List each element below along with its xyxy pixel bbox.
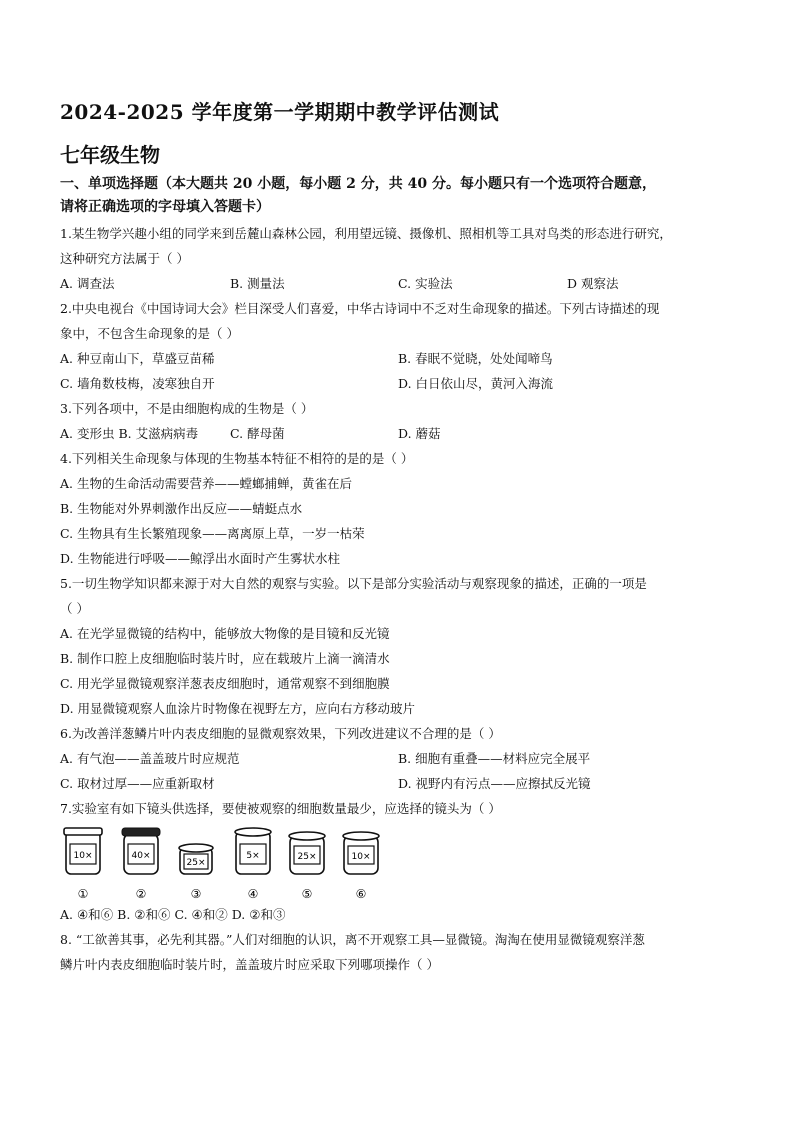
q2-option-a: A. 种豆南山下，草盛豆苗稀 [60, 351, 215, 366]
page-subtitle: 七年级生物 [60, 143, 160, 167]
lens-5-number: ⑤ [301, 887, 313, 901]
section-heading-line2: 请将正确选项的字母填入答题卡） [60, 199, 270, 215]
q6-stem-line1: 6.为改善洋葱鳞片叶内表皮细胞的显微观察效果，下列改进建议不合理的是（ ） [60, 726, 501, 741]
q1-option-b: B. 测量法 [230, 276, 285, 291]
q7-options: A. ④和⑥ B. ②和⑥ C. ④和② D. ②和③ [60, 907, 286, 922]
q4-option-c: C. 生物具有生长繁殖现象——离离原上草，一岁一枯荣 [60, 526, 365, 541]
q1-option-a: A. 调查法 [60, 276, 115, 291]
q7-stem-line1: 7.实验室有如下镜头供选择，要使被观察的细胞数量最少，应选择的镜头为（ ） [60, 801, 501, 816]
lens-6 [343, 832, 379, 901]
q5-option-c: C. 用光学显微镜观察洋葱表皮细胞时，通常观察不到细胞膜 [60, 676, 390, 691]
q2-stem-line2: 象中，不包含生命现象的是（ ） [60, 326, 239, 341]
q4-stem-line1: 4.下列相关生命现象与体现的生物基本特征不相符的是的是（ ） [60, 451, 414, 466]
section-heading-line1: 一、单项选择题（本大题共 20 小题，每小题 2 分，共 40 分。每小题只有一个选项符合题意， [60, 176, 656, 192]
q5-stem-line1: 5.一切生物学知识都来源于对大自然的观察与实验。以下是部分实验活动与观察现象的描述，正确的一项是 [60, 576, 647, 591]
q2-stem-line1: 2.中央电视台《中国诗词大会》栏目深受人们喜爱，中华古诗词中不乏对生命现象的描述。下列古诗描述的现 [60, 301, 660, 316]
lens-5 [289, 832, 325, 901]
q1-stem-line2: 这种研究方法属于（ ） [60, 251, 189, 266]
lens-6-mag: 10× [351, 852, 371, 862]
q6-option-d: D. 视野内有污点——应擦拭反光镜 [398, 776, 591, 791]
q4-option-d: D. 生物能进行呼吸——鲸浮出水面时产生雾状水柱 [60, 551, 341, 566]
q5-stem-line2: （ ） [60, 601, 89, 616]
q5-option-a: A. 在光学显微镜的结构中，能够放大物像的是目镜和反光镜 [60, 626, 390, 641]
lens-2-number: ② [135, 887, 147, 901]
q3-option-c: C. 酵母菌 [230, 426, 285, 441]
q6-option-a: A. 有气泡——盖盖玻片时应规范 [60, 751, 240, 766]
page-title: 2024-2025 学年度第一学期期中教学评估测试 [60, 100, 500, 124]
lens-3-number: ③ [190, 887, 202, 901]
q6-option-c: C. 取材过厚——应重新取材 [60, 776, 215, 791]
q8-stem-line2: 鳞片叶内表皮细胞临时装片时，盖盖玻片时应采取下列哪项操作（ ） [60, 957, 439, 972]
lens-6-number: ⑥ [355, 887, 367, 901]
lens-4-number: ④ [247, 887, 259, 901]
q5-option-d: D. 用显微镜观察人血涂片时物像在视野左方，应向右方移动玻片 [60, 701, 416, 716]
q8-stem-line1: 8. “工欲善其事，必先利其器。”人们对细胞的认识，离不开观察工具—显微镜。淘淘在使用显微镜观察洋葱 [60, 932, 645, 947]
q2-option-b: B. 春眠不觉晓，处处闻啼鸟 [398, 351, 553, 366]
lens-4-mag: 5× [246, 851, 260, 861]
q1-option-c: C. 实验法 [398, 276, 453, 291]
lens-2-mag: 40× [131, 851, 151, 861]
q6-option-b: B. 细胞有重叠——材料应完全展平 [398, 751, 591, 766]
lens-5-mag: 25× [297, 852, 317, 862]
lens-3 [179, 844, 213, 901]
lens-1-number: ① [77, 887, 89, 901]
lens-3-mag: 25× [186, 858, 206, 868]
q4-option-a: A. 生物的生命活动需要营养——螳螂捕蝉，黄雀在后 [60, 476, 352, 491]
q3-stem-line1: 3.下列各项中，不是由细胞构成的生物是（ ） [60, 401, 314, 416]
lens-2 [122, 828, 160, 901]
q2-option-d: D. 白日依山尽，黄河入海流 [398, 376, 554, 391]
q3-option-ab: A. 变形虫 B. 艾滋病病毒 [60, 426, 199, 441]
q5-option-b: B. 制作口腔上皮细胞临时装片时，应在载玻片上滴一滴清水 [60, 651, 390, 666]
q1-option-d: D 观察法 [567, 276, 619, 291]
lens-4 [235, 828, 271, 901]
q3-option-d: D. 蘑菇 [398, 426, 441, 441]
lens-1 [64, 828, 102, 901]
lens-figure [60, 826, 390, 906]
q2-option-c: C. 墙角数枝梅，凌寒独自开 [60, 376, 215, 391]
lens-figure-svg [60, 826, 390, 906]
lens-1-mag: 10× [73, 851, 93, 861]
section-heading [60, 173, 750, 219]
q4-option-b: B. 生物能对外界刺激作出反应——蜻蜓点水 [60, 501, 303, 516]
q1-stem-line1: 1.某生物学兴趣小组的同学来到岳麓山森林公园，利用望远镜、摄像机、照相机等工具对鸟类的形态进行研究， [60, 226, 672, 241]
